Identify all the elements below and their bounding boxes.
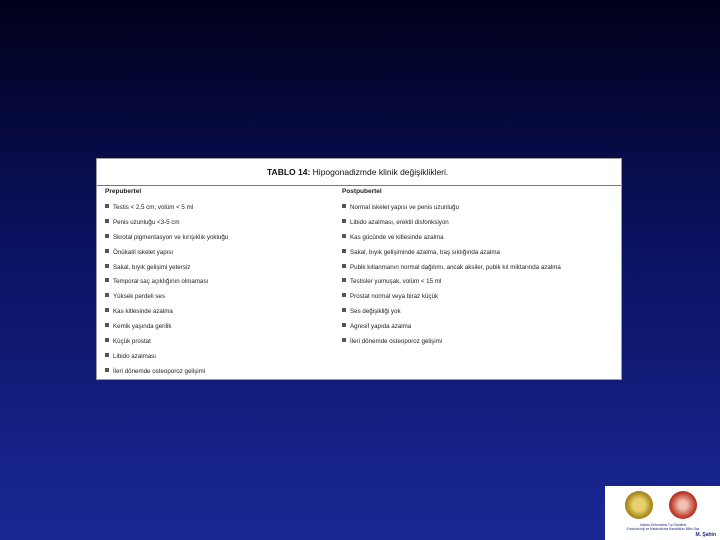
list-item-text: Önükatil iskelet yapısı	[113, 248, 174, 256]
list-item	[342, 231, 617, 246]
prepubertal-column	[105, 187, 335, 380]
square-bullet-icon	[342, 308, 346, 312]
list-item	[342, 290, 617, 305]
list-item	[342, 275, 617, 290]
list-item-text: Skrotal pigmentasyon ve kırışıklık yokluğu	[113, 233, 229, 241]
list-item-text: Testisler yumuşak, volüm < 15 ml	[350, 278, 442, 286]
list-item-text: Penis uzunluğu <3-5 cm	[113, 218, 180, 226]
logo-department-text: Endokrinoloji ve Metabolizma Hastalıkları Bilim Dalı	[626, 527, 700, 531]
square-bullet-icon	[105, 308, 109, 312]
list-item	[105, 246, 335, 261]
university-seal-icon	[625, 491, 653, 519]
list-item-text: Temporal saç açıklığının olmaması	[113, 278, 209, 286]
square-bullet-icon	[105, 219, 109, 223]
square-bullet-icon	[105, 264, 109, 268]
postpubertal-column	[342, 187, 617, 350]
square-bullet-icon	[105, 234, 109, 238]
square-bullet-icon	[105, 293, 109, 297]
list-item-text: Testis < 2,5 cm; volüm < 5 ml	[113, 204, 194, 211]
department-seal-icon	[669, 491, 697, 519]
list-item	[342, 320, 617, 335]
square-bullet-icon	[342, 249, 346, 253]
list-item	[105, 231, 335, 246]
table-title-description: Hipogonadizmde klinik değişiklikleri.	[312, 167, 449, 177]
list-item	[105, 290, 335, 305]
list-item-text: Kas kitlesinde azalma	[113, 308, 173, 316]
list-item-text: Normal iskelet yapısı ve penis uzunluğu	[350, 204, 460, 211]
square-bullet-icon	[342, 204, 346, 208]
list-item	[105, 350, 335, 365]
logo-institution-text: Ankara Üniversitesi Tıp Fakültesi	[639, 523, 687, 527]
university-logo-block	[605, 486, 720, 540]
hypogonadism-table	[96, 158, 622, 380]
list-item-text: İleri dönemde osteoporoz gelişimi	[350, 338, 443, 346]
list-item-text: Libido azalması	[113, 352, 156, 360]
square-bullet-icon	[342, 219, 346, 223]
list-item	[105, 201, 335, 216]
square-bullet-icon	[105, 368, 109, 372]
author-name: M. Şahin	[695, 532, 716, 538]
list-item-text: İleri dönemde osteoporoz gelişimi	[113, 367, 206, 375]
list-item-text: Kemik yaşında gerilik	[113, 323, 172, 331]
list-item-text: Libido azalması, erektil disfonksiyon	[350, 218, 449, 226]
square-bullet-icon	[342, 234, 346, 238]
list-item-text: Yüksek perdeli ses	[113, 293, 165, 301]
list-item-text: Sakal, bıyık gelişiminde azalma, traş sıklığında azalma	[350, 248, 500, 256]
list-item	[105, 305, 335, 320]
square-bullet-icon	[342, 264, 346, 268]
square-bullet-icon	[342, 278, 346, 282]
list-item-text: Agresif yapıda azalma	[350, 323, 412, 331]
list-item	[342, 246, 617, 261]
list-item	[342, 201, 617, 216]
list-item-text: Pubik kıllanmanın normal dağılımı, ancak aksiler, pubik kıl miktarında azalma	[350, 263, 561, 271]
list-item-text: Prostat normal veya biraz küçük	[350, 293, 439, 301]
square-bullet-icon	[105, 249, 109, 253]
prepubertal-header: Prepubertel	[105, 188, 142, 195]
list-item-text: Küçük prostat	[113, 338, 151, 346]
square-bullet-icon	[342, 338, 346, 342]
square-bullet-icon	[105, 338, 109, 342]
square-bullet-icon	[105, 353, 109, 357]
list-item	[342, 305, 617, 320]
square-bullet-icon	[342, 323, 346, 327]
list-item-text: Ses değişikliği yok	[350, 308, 401, 316]
square-bullet-icon	[342, 293, 346, 297]
list-item	[105, 365, 335, 380]
table-title-label: TABLO 14:	[267, 167, 311, 177]
square-bullet-icon	[105, 278, 109, 282]
postpubertal-header: Postpubertel	[342, 188, 382, 195]
table-title-bar	[97, 159, 621, 186]
list-item	[342, 335, 617, 350]
list-item	[342, 216, 617, 231]
list-item	[105, 261, 335, 276]
list-item	[105, 275, 335, 290]
list-item	[105, 216, 335, 231]
list-item-text: Sakal, bıyık gelişimi yetersiz	[113, 263, 191, 271]
square-bullet-icon	[105, 204, 109, 208]
list-item	[105, 320, 335, 335]
table-title	[267, 167, 448, 177]
list-item	[105, 335, 335, 350]
list-item-text: Kas gücünde ve kitlesinde azalma	[350, 233, 444, 241]
list-item	[342, 261, 617, 276]
square-bullet-icon	[105, 323, 109, 327]
